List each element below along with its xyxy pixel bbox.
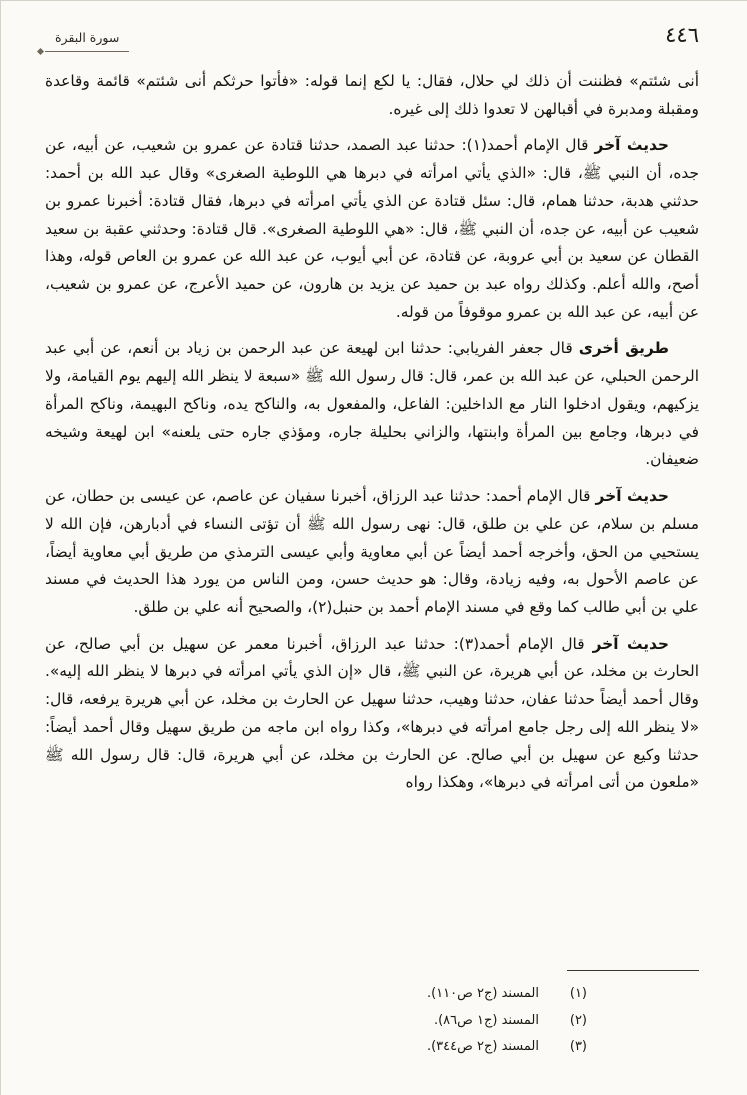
paragraph-text: قال جعفر الفريابي: حدثنا ابن لهيعة عن عبد الرحمن بن زياد بن أنعم، عن أبي عبد الرحمن الحبلي، عن عبد الله بن عمر، قال: قال رسول الله ﷺ «سبعة لا ينظر الله إليهم يوم القيامة، ولا يزكيهم، ويقول ادخلوا النار مع الداخلين: الفاعل، والمفعول به، والناكح يده، وناكح البهيمة، وناكح المرأة في دبرها، وجامع بين المرأة وابنتها، والزاني بحليلة جاره، ومؤذي جاره حتى يلعنه» ابن لهيعة وشيخه ضعيفان. (45, 339, 699, 469)
footnote-text: المسند (ج٢ ص٣٤٤). (426, 1039, 539, 1055)
surah-title: سورة البقرة (45, 27, 129, 52)
footnote-marker: (٣) (569, 1039, 587, 1055)
paragraph-text: أنى شئتم» فظننت أن ذلك لي حلال، فقال: يا لكع إنما قوله: «فأتوا حرثكم أنى شئتم» قائمة وقاعدة ومقبلة ومدبرة في أقبالهن لا تعدوا ذلك إلى غيره. (45, 72, 699, 118)
paragraph-tariq-ukhra (45, 335, 699, 474)
paragraph-hadith-3 (45, 631, 699, 797)
footnote-list (45, 981, 699, 1061)
footnote-text: المسند (ج٢ ص١١٠). (426, 986, 539, 1002)
paragraph-continuation (45, 68, 699, 123)
footnote-item (45, 1034, 587, 1061)
footnote-text: المسند (ج١ ص٨٦). (433, 1012, 539, 1028)
paragraph-hadith-1 (45, 132, 699, 326)
footnotes-section (45, 970, 699, 1095)
page-body (45, 68, 699, 806)
footnote-separator (567, 970, 699, 971)
page-header (45, 21, 699, 52)
paragraph-lead: حديث آخر (595, 487, 669, 506)
paragraph-text: قال الإمام أحمد: حدثنا عبد الرزاق، أخبرنا سفيان عن عاصم، عن عيسى بن حطان، عن مسلم بن سلام، عن علي بن طلق، قال: نهى رسول الله ﷺ أن تؤتى النساء في أدبارهن، فإن الله لا يستحيي من الحق، وأخرجه أحمد أيضاً عن أبي معاوية وأبي عيسى الترمذي من طريق أبي معاوية أيضاً، عن عاصم الأحول به، وفيه زيادة، وقال: هو حديث حسن، ومن الناس من يورد هذا الحديث في مسند علي بن أبي طالب كما وقع في مسند الإمام أحمد بن حنبل(٢)، والصحيح أنه علي بن طلق. (45, 487, 699, 616)
footnote-marker: (١) (569, 986, 587, 1002)
footnote-item (45, 1008, 587, 1035)
paragraph-lead: طريق أخرى (578, 339, 669, 358)
paragraph-lead: حديث آخر (592, 634, 669, 653)
paragraph-text: قال الإمام أحمد(٣): حدثنا عبد الرزاق، أخبرنا معمر عن سهيل بن أبي صالح، عن الحارث بن مخلد، عن أبي هريرة، عن النبي ﷺ، قال «إن الذي يأتي امرأته في دبرها لا ينظر الله إليه». وقال أحمد أيضاً حدثنا عفان، حدثنا وهيب، حدثنا سهيل عن الحارث بن مخلد، عن أبي هريرة يرفعه، قال: «لا ينظر الله إلى رجل جامع امرأته في دبرها»، وكذا رواه ابن ماجه من طريق سهيل وقال أحمد أيضاً: حدثنا وكيع عن سهيل بن أبي صالح. عن الحارث بن مخلد، عن أبي هريرة، قال: قال رسول الله ﷺ «ملعون من أتى امرأته في دبرها»، وهكذا رواه (45, 634, 699, 792)
paragraph-hadith-2 (45, 483, 699, 622)
footnote-item (45, 981, 587, 1008)
page-number: ٤٤٦ (665, 23, 699, 47)
paragraph-text: قال الإمام أحمد(١): حدثنا عبد الصمد، حدثنا قتادة عن عمرو بن شعيب، عن أبيه، عن جده، أن النبي ﷺ، قال: «الذي يأتي امرأته في دبرها هي اللوطية الصغرى» وقال عبد الله بن أحمد: حدثني هدبة، حدثنا همام، قال: سئل قتادة عن الذي يأتي امرأته في دبرها، فقال قتادة: أخبرنا عمرو بن شعيب عن أبيه، عن جده، أن النبي ﷺ، قال: «هي اللوطية الصغرى». قال قتادة: وحدثني عقبة بن سعيد القطان عن سعيد بن أبي عروبة، عن قتادة، عن أبي أيوب، عن عبد الله عن عمرو بن العاص قوله، وهذا أصح، والله أعلم. وكذلك رواه عبد بن حميد عن يزيد بن هارون، عن حميد الأعرج، عن عمرو بن شعيب، عن أبيه، عن عبد الله بن عمرو موقوفاً من قوله. (45, 136, 699, 321)
paragraph-lead: حديث آخر (594, 136, 669, 155)
footnote-marker: (٢) (569, 1012, 587, 1028)
